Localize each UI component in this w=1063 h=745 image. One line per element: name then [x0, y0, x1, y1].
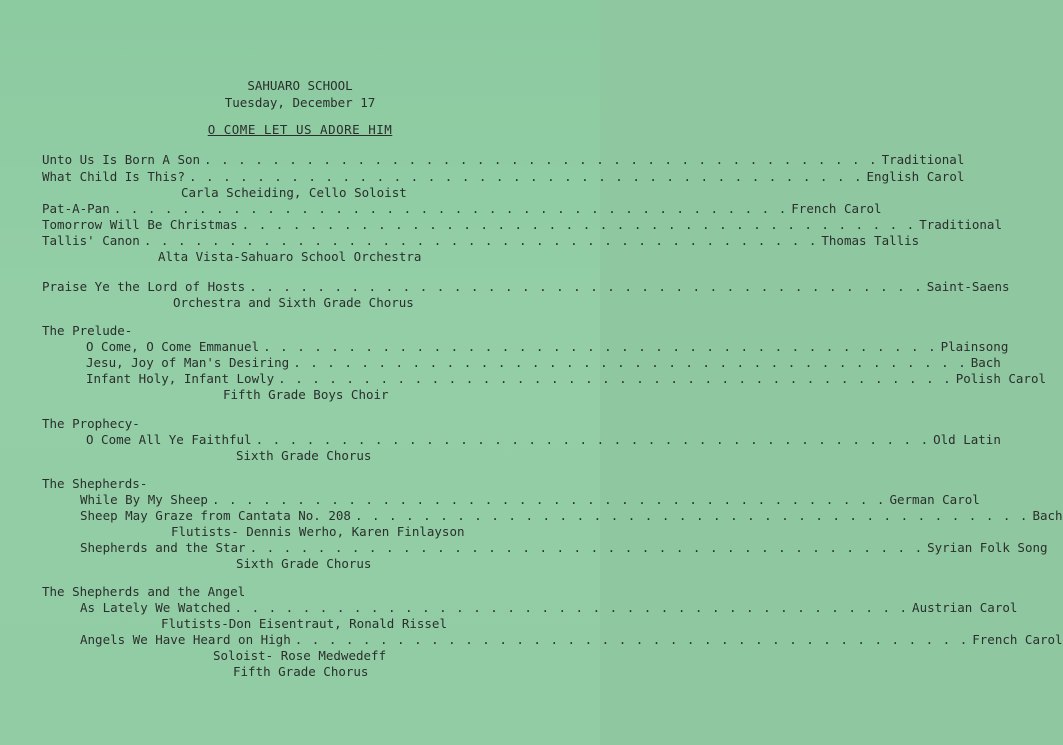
item-title: Praise Ye the Lord of Hosts: [42, 279, 246, 294]
performer-line: Sixth Grade Chorus: [236, 556, 372, 571]
item-title: Tallis' Canon: [42, 233, 140, 248]
item-title: Tomorrow Will Be Christmas: [42, 217, 238, 232]
item-title: Angels We Have Heard on High: [80, 632, 291, 647]
section-heading: The Shepherds and the Angel: [42, 584, 246, 599]
section-heading: The Shepherds-: [42, 476, 148, 491]
section-heading: The Prelude-: [42, 323, 133, 338]
program-item: [80, 540, 1048, 555]
program-item: [80, 508, 1063, 523]
leader-dots: . . . . . . . . . . . . . . . . . . . . . . . . . . . . . . . . . . . . . . . .: [263, 339, 937, 354]
item-composer: Bach: [1032, 508, 1063, 523]
program-item: [42, 152, 965, 167]
item-title: O Come All Ye Faithful: [86, 432, 252, 447]
item-composer: Polish Carol: [955, 371, 1046, 386]
performer-line: Sixth Grade Chorus: [236, 448, 372, 463]
item-composer: French Carol: [972, 632, 1063, 647]
performer-line: Orchestra and Sixth Grade Chorus: [173, 295, 414, 310]
item-title: Shepherds and the Star: [80, 540, 246, 555]
program-item: [86, 355, 1001, 370]
leader-dots: . . . . . . . . . . . . . . . . . . . . . . . . . . . . . . . . . . . . . . . .: [249, 540, 924, 555]
leader-dots: . . . . . . . . . . . . . . . . . . . . . . . . . . . . . . . . . . . . . . . .: [189, 169, 863, 184]
item-composer: French Carol: [791, 201, 882, 216]
item-composer: Saint-Saens: [926, 279, 1010, 294]
leader-dots: . . . . . . . . . . . . . . . . . . . . . . . . . . . . . . . . . . . . . . . .: [143, 233, 818, 248]
leader-dots: . . . . . . . . . . . . . . . . . . . . . . . . . . . . . . . . . . . . . . . .: [354, 508, 1029, 523]
leader-dots: . . . . . . . . . . . . . . . . . . . . . . . . . . . . . . . . . . . . . . . .: [241, 217, 916, 232]
item-title: O Come, O Come Emmanuel: [86, 339, 260, 354]
item-title: As Lately We Watched: [80, 600, 231, 615]
item-composer: Traditional: [881, 152, 965, 167]
performer-line: Alta Vista-Sahuaro School Orchestra: [158, 249, 422, 264]
item-title: What Child Is This?: [42, 169, 185, 184]
program-item: [80, 600, 1018, 615]
program-item: [42, 279, 1010, 294]
item-composer: Plainsong: [940, 339, 1009, 354]
leader-dots: . . . . . . . . . . . . . . . . . . . . . . . . . . . . . . . . . . . . . . . .: [249, 279, 923, 294]
item-composer: Austrian Carol: [912, 600, 1018, 615]
program-item: [42, 201, 882, 216]
item-title: Infant Holy, Infant Lowly: [86, 371, 275, 386]
item-composer: Thomas Tallis: [821, 233, 920, 248]
event-date: Tuesday, December 17: [224, 95, 376, 110]
item-composer: German Carol: [889, 492, 980, 507]
program-item: [86, 432, 1001, 447]
performer-line: Flutists- Dennis Werho, Karen Finlayson: [171, 524, 465, 539]
item-title: Pat-A-Pan: [42, 201, 110, 216]
item-composer: Bach: [970, 355, 1001, 370]
leader-dots: . . . . . . . . . . . . . . . . . . . . . . . . . . . . . . . . . . . . . . . .: [278, 371, 952, 386]
performer-line: Soloist- Rose Medwedeff: [213, 648, 387, 663]
program-item: [42, 169, 965, 184]
item-title: While By My Sheep: [80, 492, 208, 507]
section-heading: The Prophecy-: [42, 416, 140, 431]
leader-dots: . . . . . . . . . . . . . . . . . . . . . . . . . . . . . . . . . . . . . . . .: [294, 632, 969, 647]
performer-line: Flutists-Don Eisentraut, Ronald Rissel: [161, 616, 447, 631]
item-composer: English Carol: [866, 169, 965, 184]
item-composer: Old Latin: [933, 432, 1001, 447]
leader-dots: . . . . . . . . . . . . . . . . . . . . . . . . . . . . . . . . . . . . . . . .: [293, 355, 967, 370]
program-item: [80, 492, 980, 507]
performer-line: Fifth Grade Chorus: [233, 664, 369, 679]
program-item: [86, 339, 1009, 354]
leader-dots: . . . . . . . . . . . . . . . . . . . . . . . . . . . . . . . . . . . . . . . .: [113, 201, 788, 216]
leader-dots: . . . . . . . . . . . . . . . . . . . . . . . . . . . . . . . . . . . . . . . .: [234, 600, 909, 615]
performer-line: Fifth Grade Boys Choir: [223, 387, 389, 402]
item-title: Unto Us Is Born A Son: [42, 152, 201, 167]
program-item: [80, 632, 1063, 647]
item-title: Sheep May Graze from Cantata No. 208: [80, 508, 351, 523]
item-title: Jesu, Joy of Man's Desiring: [86, 355, 290, 370]
program-item: [42, 217, 1002, 232]
program-item: [42, 233, 920, 248]
leader-dots: . . . . . . . . . . . . . . . . . . . . . . . . . . . . . . . . . . . . . . . .: [255, 432, 930, 447]
leader-dots: . . . . . . . . . . . . . . . . . . . . . . . . . . . . . . . . . . . . . . . .: [204, 152, 878, 167]
school-name: SAHUARO SCHOOL: [247, 78, 353, 93]
performer-line: Carla Scheiding, Cello Soloist: [181, 185, 407, 200]
program-title: O COME LET US ADORE HIM: [207, 122, 393, 137]
item-composer: Syrian Folk Song: [927, 540, 1048, 555]
item-composer: Traditional: [919, 217, 1002, 232]
leader-dots: . . . . . . . . . . . . . . . . . . . . . . . . . . . . . . . . . . . . . . . .: [211, 492, 886, 507]
program-item: [86, 371, 1046, 386]
